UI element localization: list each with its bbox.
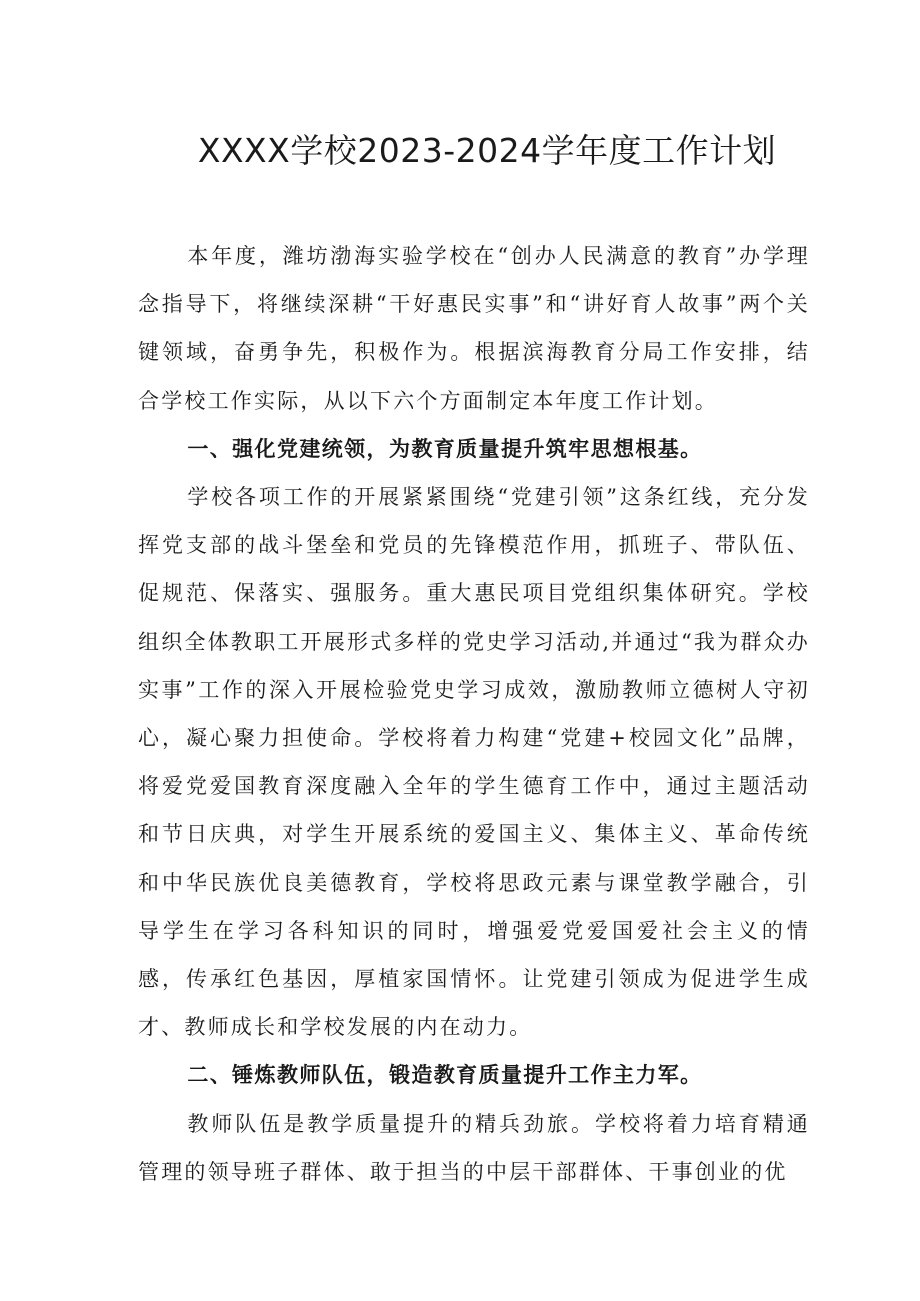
document-body xyxy=(138,232,810,1196)
page-title: XXXX学校2023-2024学年度工作计划 xyxy=(197,131,777,170)
intro-paragraph: 本年度，潍坊渤海实验学校在“创办人民满意的教育”办学理念指导下，将继续深耕“干好惠民实事”和“讲好育人故事”两个关键领域，奋勇争先，积极作为。根据滨海教育分局工作安排，结合学校工作实际，从以下六个方面制定本年度工作计划。 xyxy=(138,244,810,413)
section-paragraph: 教师队伍是教学质量提升的精兵劲旅。学校将着力培育精通管理的领导班子群体、敢于担当的中层干部群体、干事创业的优 xyxy=(138,1111,810,1184)
section-heading: 一、强化党建统领，为教育质量提升筑牢思想根基。 xyxy=(187,436,703,461)
section-paragraph: 学校各项工作的开展紧紧围绕“党建引领”这条红线，充分发挥党支部的战斗堡垒和党员的先锋模范作用，抓班子、带队伍、促规范、保落实、强服务。重大惠民项目党组织集体研究。学校组织全体教职工开展形式多样的党史学习活动,并通过“我为群众办实事”工作的深入开展检验党史学习成效，激励教师立德树人守初心，凝心聚力担使命。学校将着力构建“党建+校园文化”品牌，将爱党爱国教育深度融入全年的学生德育工作中，通过主题活动和节日庆典，对学生开展系统的爱国主义、集体主义、革命传统和中华民族优良美德教育，学校将思政元素与课堂教学融合，引导学生在学习各科知识的同时，增强爱党爱国爱社会主义的情感，传承红色基因，厚植家国情怀。让党建引领成为促进学生成才、教师成长和学校发展的内在动力。 xyxy=(138,485,810,1040)
section-heading: 二、锤炼教师队伍，锻造教育质量提升工作主力军。 xyxy=(187,1063,703,1088)
